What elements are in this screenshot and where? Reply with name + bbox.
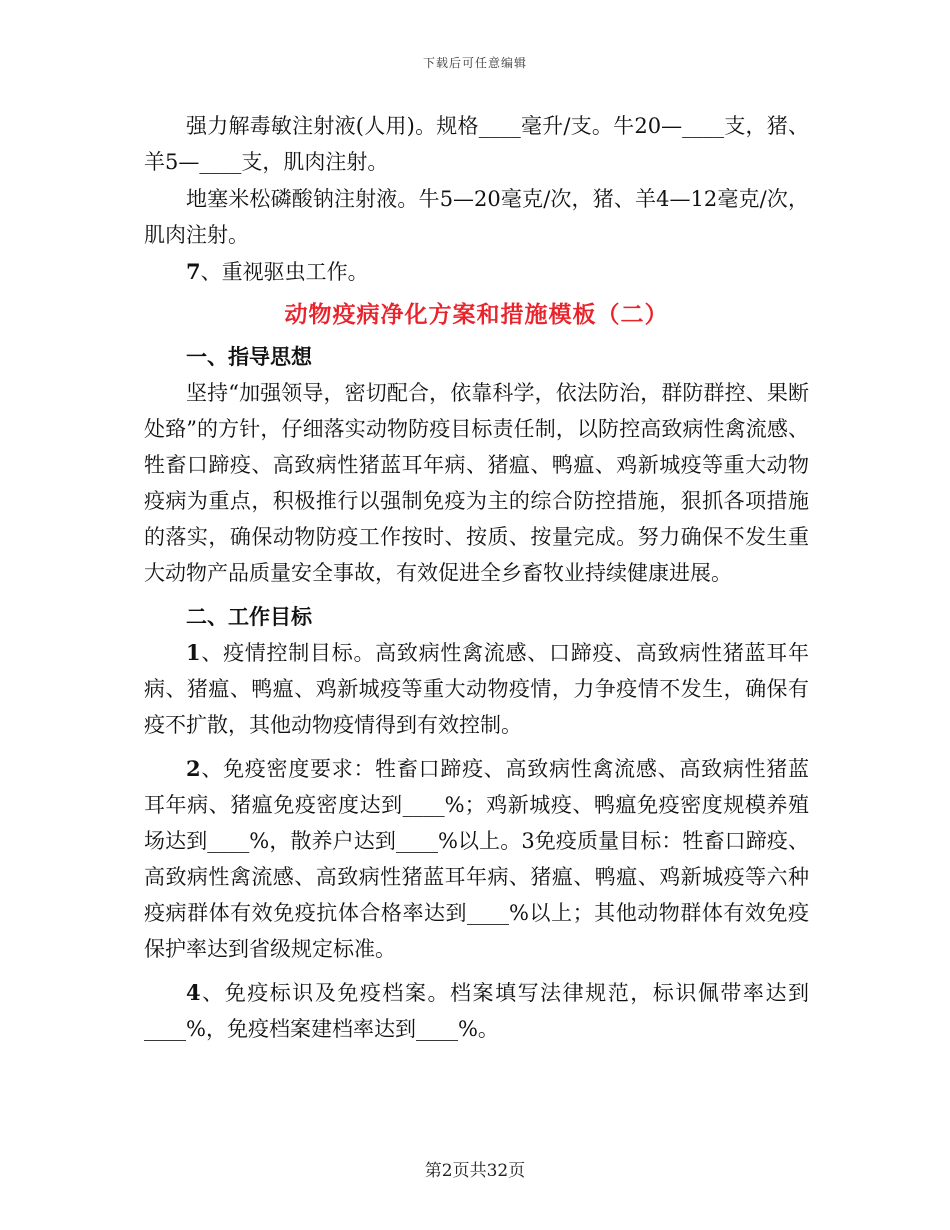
document-body [144,108,809,1047]
page-footer: 第2页共32页 [424,1161,526,1181]
item-number: 7 [186,259,201,284]
list-item-1 [144,635,809,743]
heading-guiding-ideology: 一、指导思想 [186,344,312,369]
item-number: 4 [186,980,201,1005]
item-text: 、重视驱虫工作。 [200,260,369,284]
item-text: 、免疫标识及免疫档案。档案填写法律规范，标识佩带率达到____%，免疫档案建档率达到____%。 [144,981,809,1041]
paragraph: 强力解毒敏注射液(人用)。规格____毫升/支。牛20—____支，猪、羊5—____支，肌肉注射。 [144,114,809,174]
heading-work-goals: 二、工作目标 [186,604,312,629]
section-title: 动物疫病净化方案和措施模板（二） [284,301,669,328]
item-number: 1 [186,640,201,665]
list-item-7 [144,254,809,290]
item-text: 、免疫密度要求：牲畜口蹄疫、高致病性禽流感、高致病性猪蓝耳年病、猪瘟免疫密度达到____%；鸡新城疫、鸭瘟免疫密度规模养殖场达到____%，散养户达到____%以上。3免疫质量目标：牲畜口蹄疫、高致病性禽流感、高致病性猪蓝耳年病、猪瘟、鸭瘟、鸡新城疫等六种疫病群体有效免疫抗体合格率达到____%以上；其他动物群体有效免疫保护率达到省级规定标准。 [144,757,809,961]
page-header: 下载后可任意编辑 [422,56,527,70]
list-item-2 [144,751,809,967]
list-item-4 [144,975,809,1047]
item-number: 2 [186,756,201,781]
item-text: 、疫情控制目标。高致病性禽流感、口蹄疫、高致病性猪蓝耳年病、猪瘟、鸭瘟、鸡新城疫等重大动物疫情，力争疫情不发生，确保有疫不扩散，其他动物疫情得到有效控制。 [144,641,809,737]
paragraph: 地塞米松磷酸钠注射液。牛5—20毫克/次，猪、羊4—12毫克/次，肌肉注射。 [144,187,809,247]
paragraph: 坚持“加强领导，密切配合，依靠科学，依法防治，群防群控、果断处臵”的方针，仔细落实动物防疫目标责任制，以防控高致病性禽流感、牲畜口蹄疫、高致病性猪蓝耳年病、猪瘟、鸭瘟、鸡新城疫等重大动物疫病为重点，积极推行以强制免疫为主的综合防控措施，狠抓各项措施的落实，确保动物防疫工作按时、按质、按量完成。努力确保不发生重大动物产品质量安全事故，有效促进全乡畜牧业持续健康进展。 [144,381,809,585]
